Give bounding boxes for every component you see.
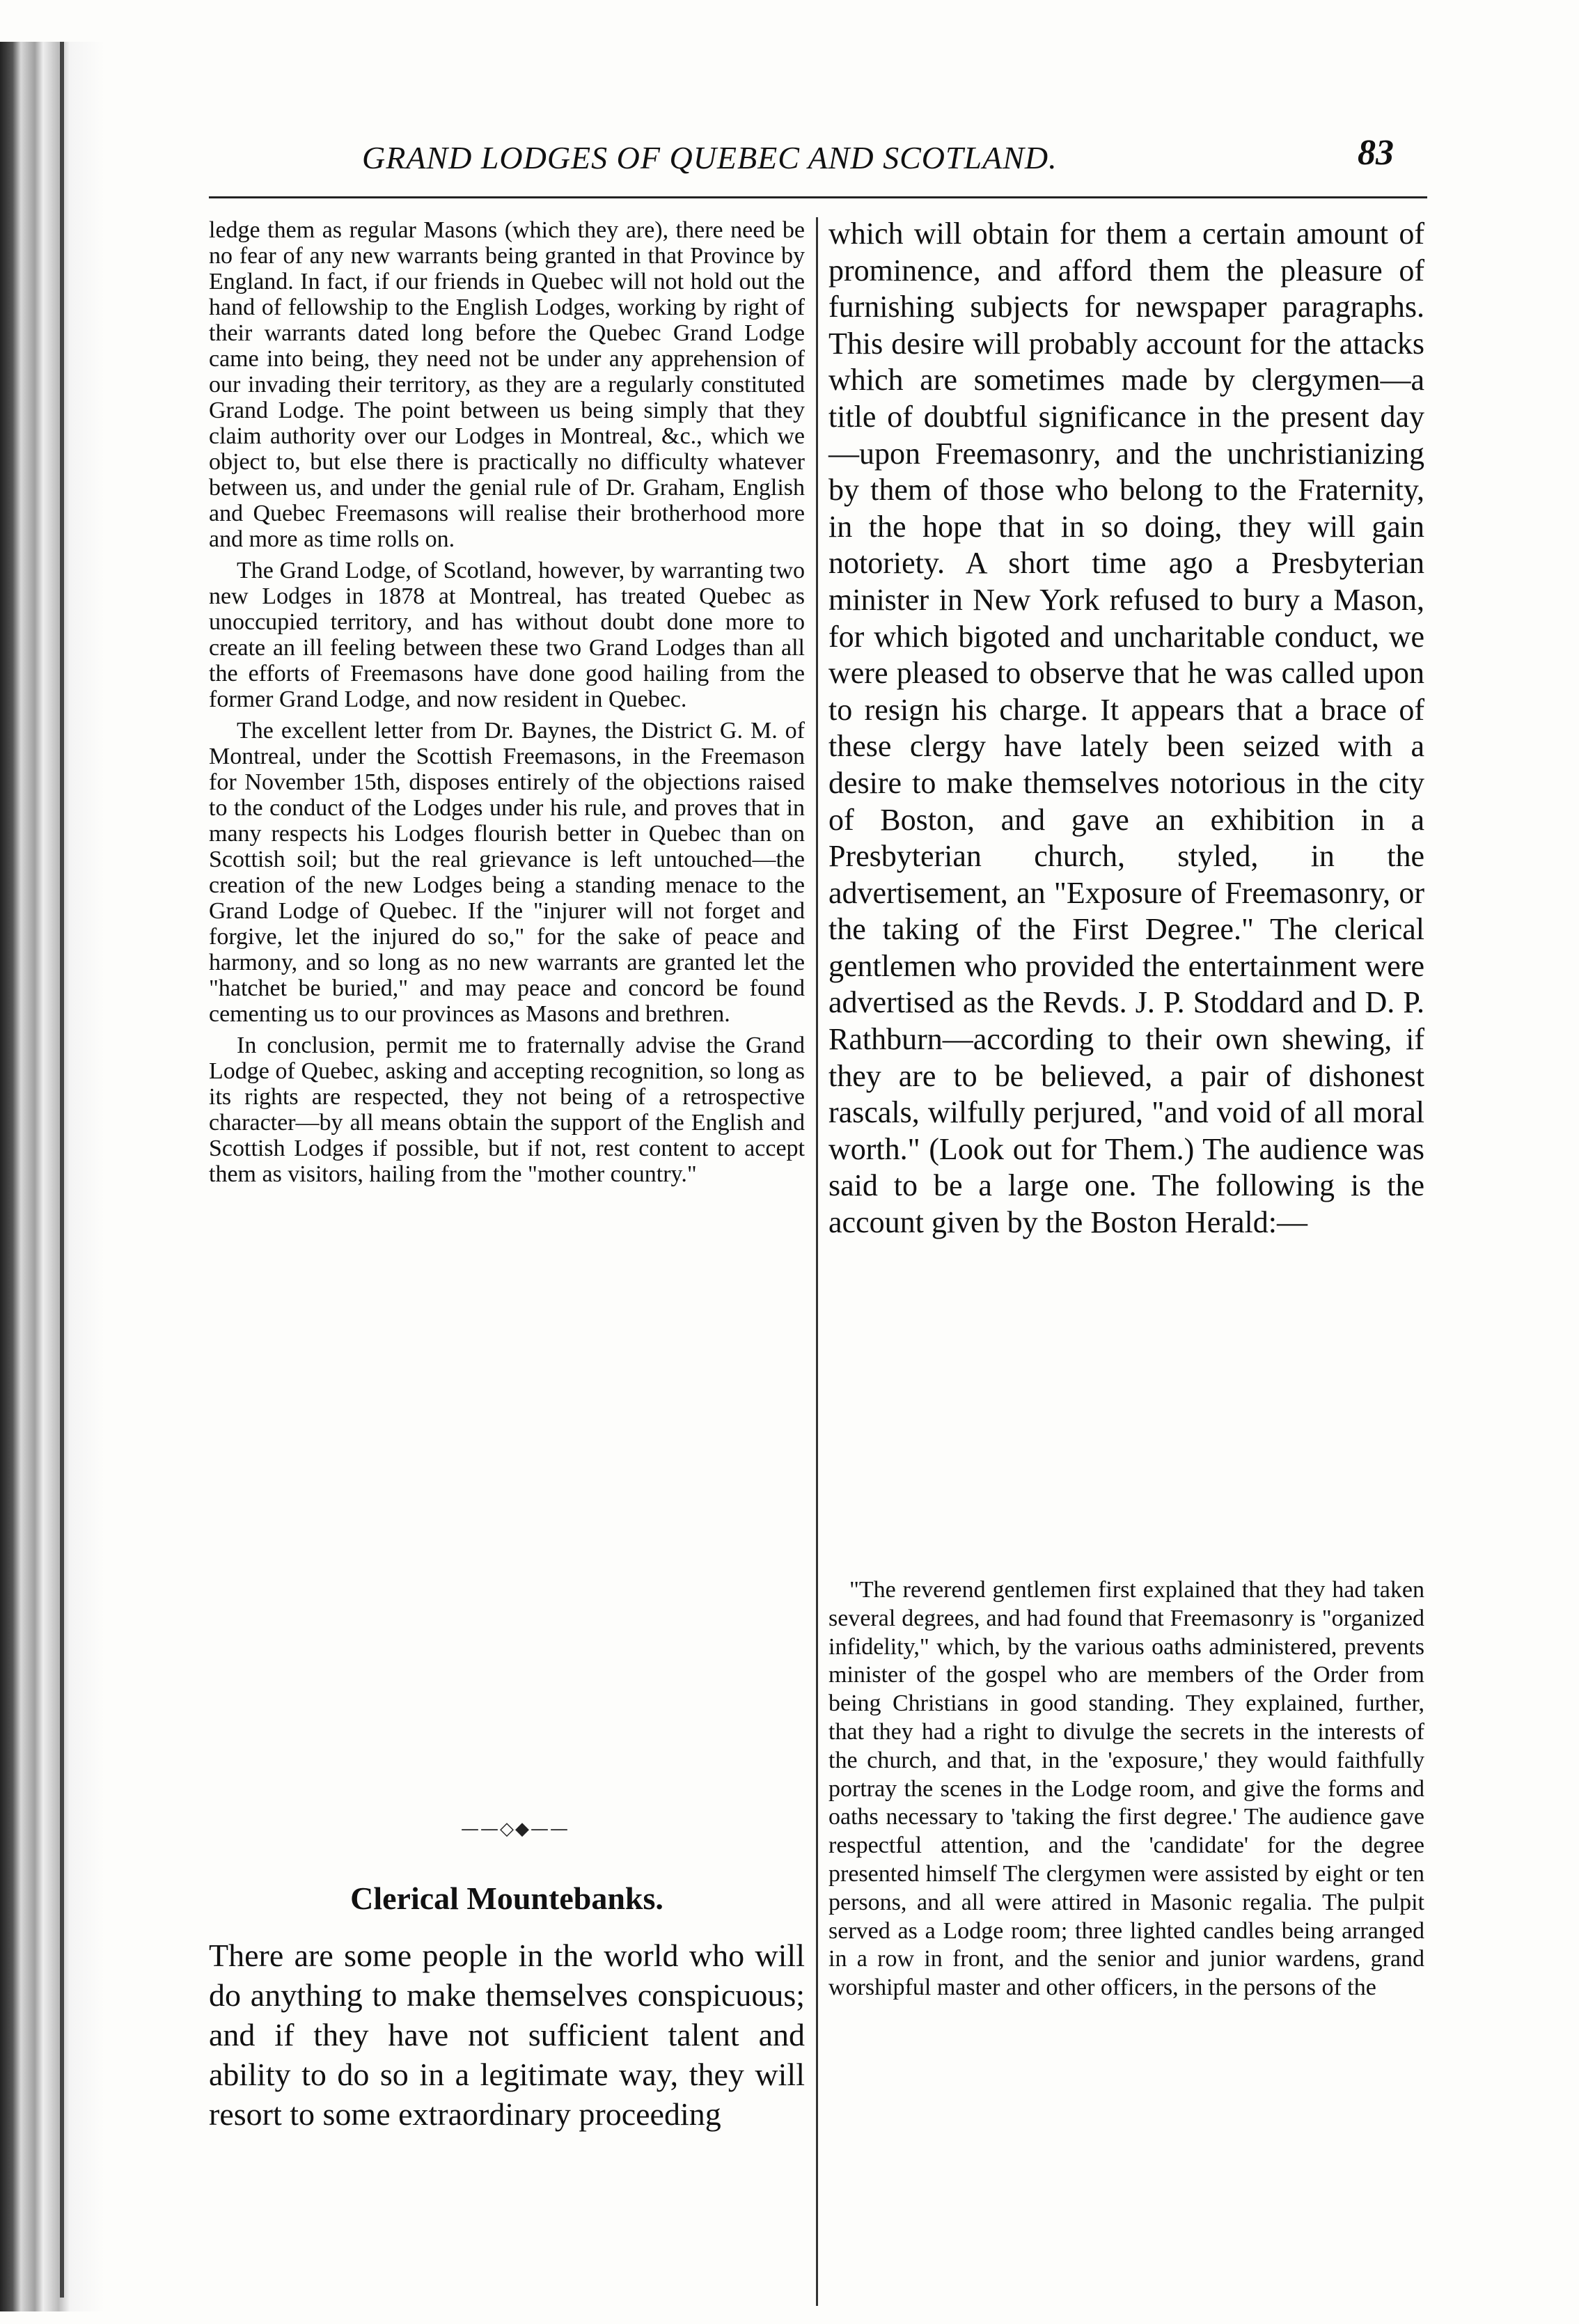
left-paragraph-2: The Grand Lodge, of Scotland, however, by warranting two new Lodges in 1878 at Montreal, has treated Quebec as unoccupied territory, and has without doubt done more to create an ill feeling between these two Grand Lodges than all the efforts of Freemasons have done good hailing from the former Grand Lodge, and now resident in Quebec. bbox=[209, 558, 805, 712]
right-column-quote bbox=[828, 1576, 1424, 2002]
boston-herald-quote: "The reverend gentlemen first explained that they had taken several degrees, and had found that Freemasonry is "organized infidelity," which, by the various oaths administered, prevents minister of the gospel who are members of the Order from being Christians in good standing. They explained, further, that they had a right to divulge the secrets in the interests of the church, and that, in the 'exposure,' they would faithfully portray the scenes in the Lodge room, and give the forms and oaths necessary to 'taking the first degree.' The audience gave respectful attention, and the 'candidate' for the degree presented himself The clergymen were assisted by eight or ten persons, and all were attired in Masonic regalia. The pulpit served as a Lodge room; three lighted candles being arranged in a row in front, and the senior and junior wardens, grand worshipful master and other officers, in the persons of the bbox=[828, 1577, 1424, 2001]
left-paragraph-3: The excellent letter from Dr. Baynes, the District G. M. of Montreal, under the Scottish Freemasons, in the Freemason for November 15th, disposes entirely of the objections raised to the conduct of the Lodges under his rule, and proves that in many respects his Lodges flourish better in Quebec than on Scottish soil; but the real grievance is left untouched—the creation of the new Lodges being a standing menace to the Grand Lodge of Quebec. If the "injurer will not forget and forgive, let the injured do so," for the sake of peace and harmony, and so long as no new warrants are granted let the "hatchet be buried," and may peace and concord be found cementing us to our provinces as Masons and brethren. bbox=[209, 718, 805, 1027]
left-paragraph-1: ledge them as regular Masons (which they are), there need be no fear of any new warrants being granted in that Province by England. In fact, if our friends in Quebec will not hold out the hand of fellowship to the English Lodges, working by right of their warrants dated long before the Quebec Grand Lodge came into being, they need not be under any apprehension of our invading their territory, as they are a regularly constituted Grand Lodge. The point between us being simply that they claim authority over our Lodges in Montreal, &c., which we object to, but else there is practically no difficulty whatever between us, and under the genial rule of Dr. Graham, English and Quebec Freemasons will realise their brotherhood more and more as time rolls on. bbox=[209, 217, 805, 552]
header-rule bbox=[209, 196, 1427, 198]
column-divider-rule bbox=[816, 217, 818, 2306]
page-number: 83 bbox=[1358, 133, 1394, 173]
running-title: GRAND LODGES OF QUEBEC AND SCOTLAND. bbox=[362, 140, 1058, 175]
book-binding-edge bbox=[0, 42, 104, 2311]
section-heading: Clerical Mountebanks. bbox=[350, 1881, 663, 1916]
section-divider-ornament: ——◇◆—— bbox=[461, 1819, 569, 1839]
binding-shadow-line bbox=[60, 42, 64, 2298]
right-column-main-text: which will obtain for them a certain amount of prominence, and afford them the pleasure of furnishing subjects for newspaper paragraphs. This desire will probably account for the attacks which are sometimes made by clergymen—a title of doubtful significance in the present day—upon Freemasonry, and the unchristianizing by them of those who belong to the Fraternity, in the hope that in so doing, they will gain notoriety. A short time ago a Presbyterian minister in New York refused to bury a Mason, for which bigoted and uncharitable conduct, we were pleased to observe that he was called upon to resign his charge. It appears that a brace of these clergy have lately been seized with a desire to make themselves notorious in the city of Boston, and gave an exhibition in a Presbyterian church, styled, in the advertisement, an "Exposure of Freemasonry, or the taking of the First Degree." The clerical gentlemen who provided the entertainment were advertised as the Revds. J. P. Stoddard and D. P. Rathburn—according to their own shewing, if they are to be believed, a pair of dishonest rascals, wilfully perjured, "and void of all moral worth." (Look out for Them.) The audience was said to be a large one. The following is the account given by the Boston Herald:— bbox=[828, 217, 1424, 1240]
left-column bbox=[209, 217, 805, 1187]
left-paragraph-4: In conclusion, permit me to fraternally advise the Grand Lodge of Quebec, asking and accepting recognition, so long as its rights are respected, they not being of a retrospective character—by all means obtain the support of the English and Scottish Lodges if possible, but if not, rest content to accept them as visitors, hailing from the "mother country." bbox=[209, 1033, 805, 1187]
article-intro-text: There are some people in the world who will do anything to make themselves conspicuous; and if they have not sufficient talent and ability to do so in a legitimate way, they will resort to some extraordinary proceeding bbox=[209, 1938, 805, 2132]
